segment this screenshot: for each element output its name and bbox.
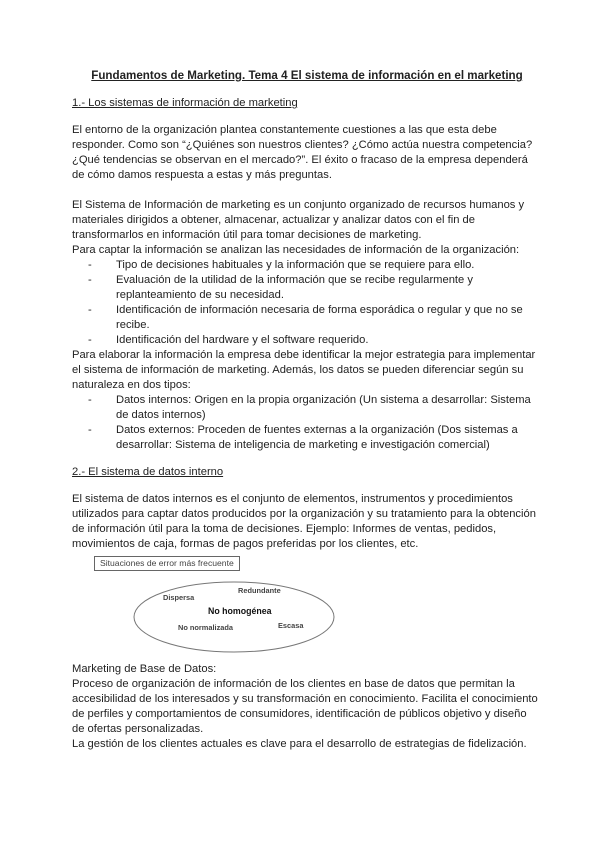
- needs-list: [72, 258, 542, 348]
- label-escasa: Escasa: [278, 621, 304, 630]
- data-types-list: [72, 393, 542, 453]
- paragraph: El sistema de datos internos es el conjunto de elementos, instrumentos y procedimientos utilizados para captar datos producidos por la organización y su tratamiento para la obtención de información útil para la toma de decisiones. Ejemplo: Informes de ventas, pedidos, movimientos de caja, formas de pagos preferidas por los clientes, etc.: [72, 493, 536, 550]
- paragraph: Para elaborar la información la empresa debe identificar la mejor estrategia para implementar el sistema de información de marketing. Además, los datos se pueden diferenciar según su naturaleza en dos tipos:: [72, 349, 536, 391]
- document-title: Fundamentos de Marketing. Tema 4 El sistema de información en el marketing: [91, 69, 523, 82]
- section-heading-3: Marketing de Base de Datos:: [72, 663, 217, 675]
- document-page: [72, 68, 542, 752]
- list-item: - Datos internos: Origen en la propia organización (Un sistema a desarrollar: Sistema de datos internos): [88, 394, 531, 421]
- list-item: - Identificación de información necesaria de forma esporádica o regular y que no se recibe.: [88, 304, 523, 331]
- list-item: - Datos externos: Proceden de fuentes externas a la organización (Dos sistemas a desarrollar: Sistema de inteligencia de marketing e investigación comercial): [88, 424, 518, 451]
- paragraph: Para captar la información se analizan las necesidades de información de la organización:: [72, 244, 520, 256]
- label-no-homogenea: No homogénea: [208, 606, 272, 616]
- label-no-normalizada: No normalizada: [178, 623, 234, 632]
- list-item: - Tipo de decisiones habituales y la información que se requiere para ello.: [88, 259, 475, 271]
- paragraph: El Sistema de Información de marketing es un conjunto organizado de recursos humanos y materiales dirigidos a obtener, almacenar, actualizar y analizar datos con el fin de transformarlos en información útil para tomar decisiones de marketing.: [72, 199, 525, 241]
- section-heading-2: 2.- El sistema de datos interno: [72, 466, 224, 478]
- label-dispersa: Dispersa: [163, 593, 195, 602]
- diagram-ellipse-graphic: [72, 556, 542, 662]
- paragraph: El entorno de la organización plantea constantemente cuestiones a las que esta debe responder. Como son “¿Quiénes son nuestros clientes? ¿Cómo actúa nuestra competencia? ¿Qué tendencias se observan en el mercado?”. El éxito o fracaso de la empresa dependerá de cómo damos respuesta a estas y más preguntas.: [72, 124, 533, 181]
- list-item: - Evaluación de la utilidad de la información que se recibe regularmente y replanteamiento de su necesidad.: [88, 274, 473, 301]
- error-situations-diagram: [72, 556, 542, 662]
- paragraph: Proceso de organización de información de los clientes en base de datos que permitan la accesibilidad de los interesados y su transformación en conocimiento. Facilita el conocimiento de perfiles y comportamientos de consumidores, identificación de públicos objetivo y diseño de ofertas personalizadas.: [72, 678, 538, 735]
- label-redundante: Redundante: [238, 586, 281, 595]
- section-heading-1: 1.- Los sistemas de información de marketing: [72, 97, 298, 109]
- diagram-box-label: Situaciones de error más frecuente: [94, 556, 240, 571]
- paragraph: La gestión de los clientes actuales es clave para el desarrollo de estrategias de fidelización.: [72, 738, 527, 750]
- list-item: - Identificación del hardware y el software requerido.: [88, 334, 369, 346]
